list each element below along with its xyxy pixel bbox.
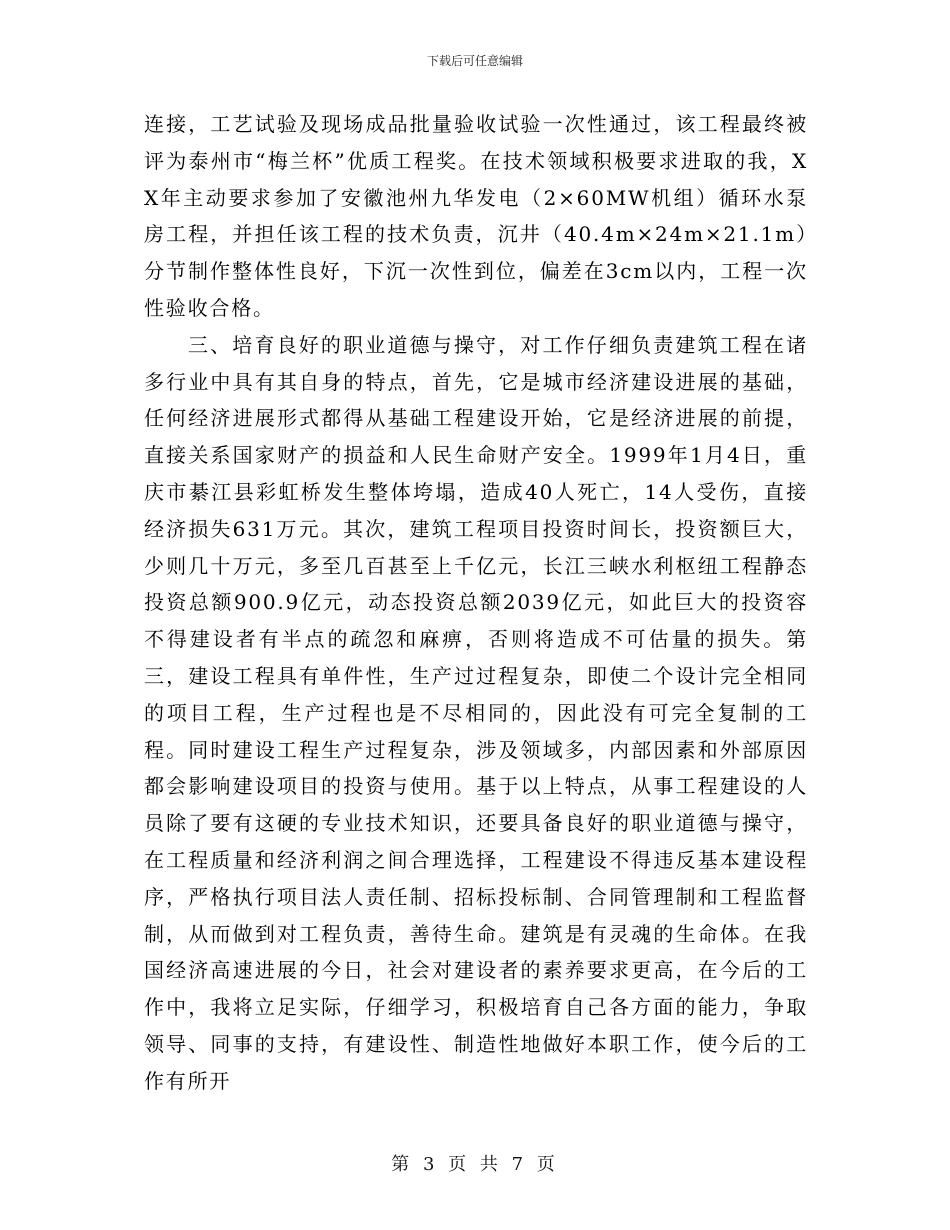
body-paragraph-1: 连接，工艺试验及现场成品批量验收试验一次性通过，该工程最终被评为泰州市“梅兰杯”优质工程奖。在技术领域积极要求进取的我，XX年主动要求参加了安徽池州九华发电（2×60MW机组）循环水泵房工程，并担任该工程的技术负责，沉井（40.4m×24m×21.1m）分节制作整体性良好，下沉一次性到位，偏差在3cm以内，工程一次性验收合格。 [144, 112, 808, 320]
page-header-note: 下载后可任意编辑 [426, 54, 523, 68]
document-body [144, 106, 808, 1100]
body-paragraph-2: 三、培育良好的职业道德与操守，对工作仔细负责建筑工程在诸多行业中具有其自身的特点，首先，它是城市经济建设进展的基础，任何经济进展形式都得从基础工程建设开始，它是经济进展的前提，直接关系国家财产的损益和人民生命财产安全。1999年1月4日，重庆市綦江县彩虹桥发生整体垮塌，造成40人死亡，14人受伤，直接经济损失631万元。其次，建筑工程项目投资时间长，投资额巨大，少则几十万元，多至几百甚至上千亿元，长江三峡水利枢纽工程静态投资总额900.9亿元，动态投资总额2039亿元，如此巨大的投资容不得建设者有半点的疏忽和麻痹，否则将造成不可估量的损失。第三，建设工程具有单件性，生产过过程复杂，即使二个设计完全相同的项目工程，生产过程也是不尽相同的，因此没有可完全复制的工程。同时建设工程生产过程复杂，涉及领域多，内部因素和外部原因都会影响建设项目的投资与使用。基于以上特点，从事工程建设的人员除了要有这硬的专业技术知识，还要具备良好的职业道德与操守，在工程质量和经济利润之间合理选择，工程建设不得违反基本建设程序，严格执行项目法人责任制、招标投标制、合同管理制和工程监督制，从而做到对工程负责，善待生命。建筑是有灵魂的生命体。在我国经济高速进展的今日，社会对建设者的素养要求更高，在今后的工作中，我将立足实际，仔细学习，积极培育自己各方面的能力，争取领导、同事的支持，有建设性、制造性地做好本职工作，使今后的工作有所开 [144, 332, 808, 1093]
page-number-footer: 第 3 页 共 7 页 [391, 1154, 559, 1175]
